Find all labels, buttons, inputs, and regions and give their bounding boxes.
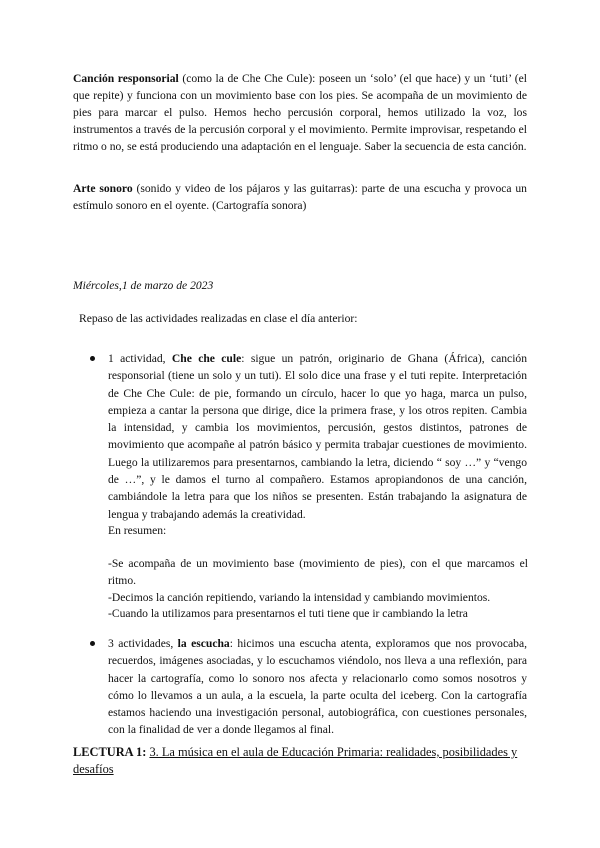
repaso-line: Repaso de las actividades realizadas en clase el día anterior: (79, 312, 358, 325)
paragraph-text: (sonido y video de los pájaros y las guitarras): parte de una escucha y provoca un estímulo sonoro en el oyente. (Cartografía sonora) (73, 182, 527, 212)
paragraph-arte-sonoro (73, 180, 527, 214)
resumen-line-3: -Cuando la utilizamos para presentarnos el tuti tiene que ir cambiando la letra (108, 607, 468, 620)
resumen-line-2: -Decimos la canción repitiendo, variando la intensidad y cambiando movimientos. (108, 591, 491, 604)
term-che-che-cule: Che che cule (171, 352, 242, 365)
resumen-title: En resumen: (108, 524, 167, 537)
term-cancion-responsorial: Canción responsorial (73, 72, 179, 85)
bullet-dot (90, 641, 95, 646)
bullet-dot (90, 356, 95, 361)
bullet-che-che-cule (108, 350, 527, 523)
bullet-text: : sigue un patrón, originario de Ghana (África), canción responsorial (tiene un solo y un tuti). El solo dice una frase y el tuti repite. Interpretación de Che Che Cule: de pie, formando un círculo, hacer lo que yo haga, marca un pulso, empieza a cantar la persona que dirige, dice la primera frase, y los otros repiten. Cambia la intensidad, y cambia los movimientos, percusión, gestos distintos, patrones de movimiento que acompañe al patrón básico y permita trabajar cuestiones de movimiento. Luego la utilizaremos para presentarnos, cambiando la letra, diciendo “ soy …” y “vengo de …”, y le damos el turno al compañero. Estamos apropiandonos de una canción, cambiándole la letra para que los niños se presenten. Están trabajando la asignatura de lengua y trabajando además la creatividad. (108, 352, 528, 521)
date-heading: Miércoles,1 de marzo de 2023 (73, 279, 214, 292)
bullet-text: : hicimos una escucha atenta, exploramos que nos provocaba, recuerdos, imágenes asociadas, y lo escuchamos viéndolo, nos lleva a una reflexión, para hacer la cartografía, como lo sonoro nos afecta y relacionarlo como somos nosotros y cómo lo llevamos a un aula, a la escuela, la parte oculta del iceberg. Con la cartografía estamos haciendo una investigación personal, autobiográfica, con cuestiones personales, con la finalidad de ver a donde llegamos al final. (108, 637, 527, 737)
bullet-prefix: 3 actividades, (108, 637, 178, 650)
lectura-label: LECTURA 1: (73, 745, 147, 759)
resumen-line-1: -Se acompaña de un movimiento base (movimiento de pies), con el que marcamos el ritmo. (108, 557, 528, 587)
term-la-escucha: la escucha (177, 637, 230, 650)
bullet-prefix: 1 actividad, (108, 352, 172, 365)
bullet-la-escucha (108, 635, 527, 739)
paragraph-text: (como la de Che Che Cule): poseen un ‘solo’ (el que hace) y un ‘tuti’ (el que repite) y funciona con un movimiento base con los pies. Se acompaña de un movimiento de pies para marcar el pulso. Hemos hecho percusión corporal, hemos utilizado la voz, los instrumentos a través de la percusión corporal y el movimiento. Permite improvisar, respetando el ritmo o no, se está produciendo una adaptación en el lenguaje. Saber la secuencia de esta canción. (73, 72, 527, 153)
term-arte-sonoro: Arte sonoro (73, 182, 133, 195)
paragraph-cancion-responsorial (73, 70, 527, 155)
lectura-heading (73, 744, 528, 778)
lectura-title-link[interactable]: 3. La música en el aula de Educación Primaria: realidades, posibilidades y desafíos (73, 745, 518, 776)
